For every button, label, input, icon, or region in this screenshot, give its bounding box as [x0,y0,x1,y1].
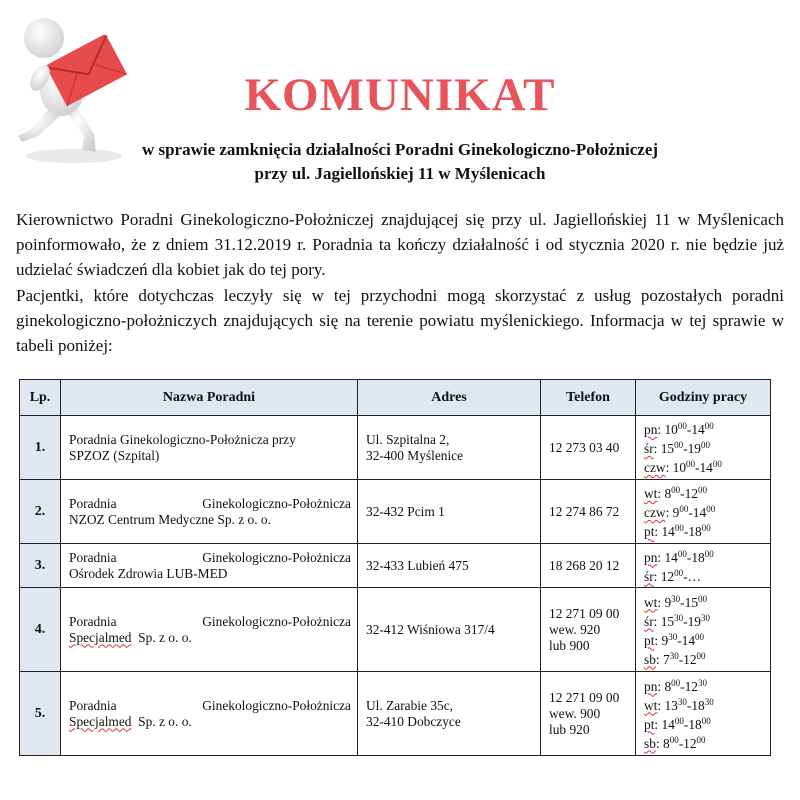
hours-line: pt: $14^{00}-18^{00}$ [644,523,711,539]
page-title: KOMUNIKAT [244,69,556,121]
clinic-phone: 12 271 09 00 wew. 920 lub 900 [541,588,636,672]
hours-line: pt: $9^{30}-14^{00}$ [644,631,705,648]
column-header-name: Nazwa Poradni [61,380,358,416]
hours-line: sb: $7^{30}-12^{00}$ [644,650,706,667]
hours-line: sb: $8^{00}-12^{00}$ [644,734,706,751]
clinic-phone: 12 274 86 72 [541,480,636,544]
hours-line: pn: $10^{00}-14^{00}$ [644,421,714,437]
clinic-name: Poradnia Ginekologiczno-Położnicza Ośrodek Zdrowia LUB-MED [61,544,358,588]
paragraph-1: Kierownictwo Poradni Ginekologiczno-Położniczej znajdującej się przy ul. Jagiellońskiej 11 w Myślenicach poinformowało, że z dniem 31.12.2019 r. Poradnia ta kończy działalność i od stycznia 2020 r. nie będzie już udzielać świadczeń dla kobiet jak do tej pory. [16,210,784,280]
hours-line: pt: $14^{00}-18^{00}$ [644,715,711,732]
row-number: 3. [20,544,61,588]
day-label: wt [644,697,658,713]
column-header-hours: Godziny pracy [636,380,771,416]
day-label: sb [644,735,656,751]
table-row [20,544,771,588]
table-header-row [20,380,771,416]
hours-line: czw: $10^{00}-14^{00}$ [644,459,722,475]
column-header-lp: Lp. [20,380,61,416]
table-row [20,672,771,756]
day-label: wt [644,486,658,501]
clinic-address: Ul. Szpitalna 2, 32-400 Myślenice [358,416,541,480]
clinic-name: Poradnia Ginekologiczno-Położnicza przy SPZOZ (Szpital) [61,416,358,480]
row-number: 5. [20,672,61,756]
day-label: pt [644,524,655,539]
paragraph-2: Pacjentki, które dotychczas leczyły się w tej przychodni mogą skorzystać z usług pozostałych poradni ginekologiczno-położniczych znajdujących się na terenie powiatu myślenickiego. Informacja w tej sprawie w tabeli poniżej: [16,285,784,356]
day-label: śr [644,613,654,629]
clinic-name: Poradnia Ginekologiczno-Położnicza NZOZ Centrum Medyczne Sp. z o. o. [61,480,358,544]
hours-line: śr: $15^{30}-19^{30}$ [644,612,710,629]
hours-line: wt: $8^{00}-12^{00}$ [644,485,708,501]
day-label: śr [644,441,654,456]
hours-line: czw: $9^{00}-14^{00}$ [644,504,716,520]
table-row [20,588,771,672]
clinic-name: Poradnia Ginekologiczno-Położnicza Specjalmed Sp. z o. o. [61,588,358,672]
subtitle-line-1: w sprawie zamknięcia działalności Poradni Ginekologiczno-Położniczej [141,140,659,159]
day-label: śr [644,568,654,584]
hours-line: wt: $13^{30}-18^{30}$ [644,696,714,713]
clinic-address: 32-433 Lubień 475 [358,544,541,588]
clinic-hours [636,480,771,544]
day-label: sb [644,651,656,667]
clinic-address: Ul. Zarabie 35c, 32-410 Dobczyce [358,672,541,756]
clinic-hours [636,544,771,588]
hours-line: pn: $14^{00}-18^{00}$ [644,548,714,565]
clinic-address: 32-412 Wiśniowa 317/4 [358,588,541,672]
row-number: 2. [20,480,61,544]
day-label: pn [644,549,658,565]
clinic-hours [636,672,771,756]
hours-line: pn: $8^{00}-12^{30}$ [644,677,708,694]
day-label: czw [644,505,666,520]
day-label: pt [644,632,655,648]
clinic-phone: 12 273 03 40 [541,416,636,480]
day-label: pt [644,716,655,732]
table-row [20,480,771,544]
column-header-phone: Telefon [541,380,636,416]
hours-line: śr: $12^{00}-\dots$ [644,567,701,584]
row-number: 4. [20,588,61,672]
day-label: pn [644,678,658,694]
hours-line: śr: $15^{00}-19^{00}$ [644,440,710,456]
row-number: 1. [20,416,61,480]
day-label: czw [644,460,666,475]
subtitle-line-2: przy ul. Jagiellońskiej 11 w Myślenicach [254,164,546,183]
column-header-address: Adres [358,380,541,416]
clinics-table [19,379,771,756]
hours-line: wt: $9^{30}-15^{00}$ [644,593,708,610]
day-label: wt [644,594,658,610]
clinic-name: Poradnia Ginekologiczno-Położnicza Specjalmed Sp. z o. o. [61,672,358,756]
clinic-hours [636,416,771,480]
clinic-hours [636,588,771,672]
table-row [20,416,771,480]
clinic-phone: 12 271 09 00 wew. 900 lub 920 [541,672,636,756]
day-label: pn [644,422,658,437]
clinic-phone: 18 268 20 12 [541,544,636,588]
announcement-body [16,207,784,358]
clinic-address: 32-432 Pcim 1 [358,480,541,544]
